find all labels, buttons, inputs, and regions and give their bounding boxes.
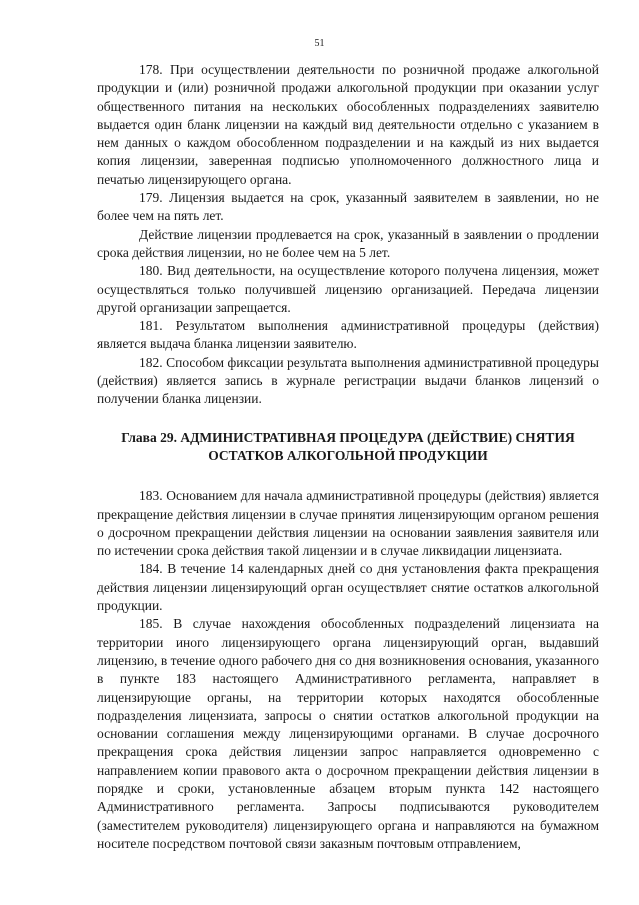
paragraph-179: 179. Лицензия выдается на срок, указанный заявителем в заявлении, но не более чем на пять лет. [97, 190, 599, 224]
page-number: 51 [314, 38, 325, 49]
paragraph-178: 178. При осуществлении деятельности по розничной продаже алкогольной продукции и (или) розничной продажи алкогольной продукции при оказании услуг общественного питания на нескольких обособленных подразделениях заявителю выдается один бланк лицензии на каждый вид деятельности отдельно с указанием в нем данных о каждом обособленном подразделении и на каждый из них выдается копия лицензии, заверенная подписью уполномоченного должностного лица и печатью лицензирующего органа. [97, 62, 599, 187]
paragraph-180: 180. Вид деятельности, на осуществление которого получена лицензия, может осуществляться только получившей лицензию организацией. Передача лицензии другой организации запрещается. [97, 263, 599, 315]
paragraph-179-extension: Действие лицензии продлевается на срок, указанный в заявлении о продлении срока действия лицензии, но не более чем на 5 лет. [97, 226, 599, 260]
document-body [97, 61, 599, 853]
paragraph-183: 183. Основанием для начала административной процедуры (действия) является прекращение действия лицензии в случае принятия лицензирующим органом решения о досрочном прекращении действия лицензии на основании заявления заявителя или по истечении срока действия такой лицензии и в случае ликвидации лицензиата. [97, 488, 599, 559]
paragraph-181: 181. Результатом выполнения административной процедуры (действия) является выдача бланка лицензии заявителю. [97, 318, 599, 352]
chapter-title: Глава 29. АДМИНИСТРАТИВНАЯ ПРОЦЕДУРА (ДЕЙСТВИЕ) СНЯТИЯ ОСТАТКОВ АЛКОГОЛЬНОЙ ПРОДУКЦИИ [121, 429, 575, 463]
paragraph-182: 182. Способом фиксации результата выполнения административной процедуры (действия) является запись в журнале регистрации выдачи бланков лицензий о получении бланка лицензии. [97, 354, 599, 407]
paragraph-185: 185. В случае нахождения обособленных подразделений лицензиата на территории иного лицензирующего органа лицензирующий орган, выдавший лицензию, в течение одного рабочего дня со дня возникновения основания, указанного в пункте 183 настоящего Административного регламента, направляет в лицензирующие органы, на территории которых находятся обособленные подразделения лицензиата, запросы о снятии остатков алкогольной продукции на основании соглашения между лицензирующими органами. В случае досрочного прекращения срока действия лицензии запрос направляется одновременно с направлением копии правового акта о досрочном прекращении действия лицензии в порядке и сроки, установленные абзацем вторым пункта 142 настоящего Административного регламента. Запросы подписываются руководителем (заместителем руководителя) лицензирующего органа и направляются на бумажном носителе посредством почтовой связи заказным почтовым отправлением, [97, 616, 599, 851]
paragraph-184: 184. В течение 14 календарных дней со дня установления факта прекращения действия лицензии лицензирующий орган осуществляет снятие остатков алкогольной продукции. [97, 561, 599, 614]
